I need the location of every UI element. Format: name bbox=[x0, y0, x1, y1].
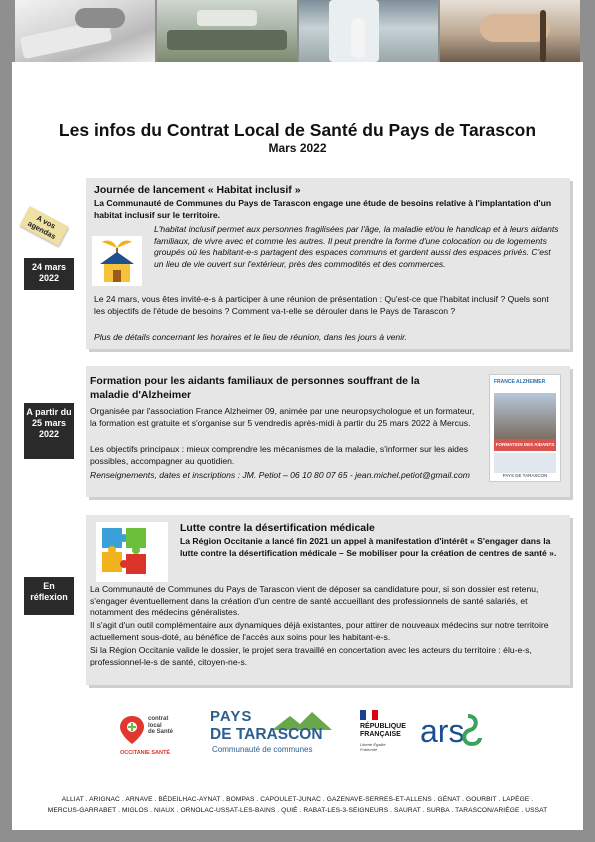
header-photo-strip bbox=[15, 0, 580, 62]
logo-contrat-local-sante bbox=[118, 714, 198, 764]
pays-line2: DE TARASCON bbox=[210, 726, 323, 743]
rf-line1: RÉPUBLIQUE bbox=[360, 723, 406, 730]
section-contact: Renseignements, dates et inscriptions : JM. Petiot – 06 10 80 07 65 - jean.michel.petiot@gmail.com bbox=[90, 470, 470, 480]
photo-keyboard-stethoscope bbox=[15, 0, 155, 62]
section-body: Organisée par l'association France Alzheimer 09, animée par une neuropsychologue et un formateur, la formation est gratuite et s'organise sur 5 vendredis après-midi à partir du 25 mars 2022 à Mercus. bbox=[90, 406, 475, 428]
section-italic-description: L'habitat inclusif permet aux personnes fragilisées par l'âge, la maladie et/ou le handicap et à leurs aidants familiaux, de vivre avec et comme les autres. Il peut prendre la forme d'une colocation ou de logements groupés où les habitant-e-s partagent des espaces communs et gardent aussi des espaces privés. C'est un lieu de vie ouvert sur l'extérieur, près des commodités et des commerces. bbox=[154, 224, 559, 269]
pays-line3: Communauté de communes bbox=[212, 745, 313, 754]
map-pin-icon bbox=[118, 714, 146, 746]
logo-republique-francaise bbox=[360, 710, 420, 766]
page-title: Les infos du Contrat Local de Santé du Pays de Tarascon bbox=[58, 120, 537, 140]
section-intro: La Communauté de Communes du Pays de Tarascon engage une étude de besoins relative à l'implantation d'un habitat inclusif sur le territoire. bbox=[94, 198, 552, 220]
photo-hands-cane bbox=[440, 0, 580, 62]
section-body-3: Si la Région Occitanie valide le dossier, le projet sera travaillé en concertation avec les acteurs du territoire : élu-e-s, professionnel-le-s de santé, citoyen-ne-s. bbox=[90, 645, 532, 667]
section-intro: La Région Occitanie a lancé fin 2021 un appel à manifestation d'intérêt « S'engager dans la lutte contre la désertification médicale – Se mobiliser pour la création de centres de santé ». bbox=[180, 536, 557, 558]
rf-motto: Liberté Égalité Fraternité bbox=[360, 742, 386, 752]
photo-window-person bbox=[299, 0, 439, 62]
cover-banner: FORMATION DES AIDANTS bbox=[494, 439, 556, 451]
cover-footer: PAYS DE TARASCON bbox=[502, 473, 548, 478]
ars-logo-icon bbox=[418, 710, 488, 756]
ars-letters: ars bbox=[420, 713, 465, 749]
house-icon bbox=[92, 236, 142, 286]
section-body-1: La Communauté de Communes du Pays de Tarascon vient de déposer sa candidature pour, si son dossier est retenu, s'engager éventuellement dans la création d'un centre de santé accueillant des professionnels de santé salariés, et notamment des médecins généralistes. bbox=[90, 584, 539, 618]
sticky-note-agendas: A vos agendas bbox=[19, 206, 68, 246]
section-title: Lutte contre la désertification médicale bbox=[180, 522, 375, 534]
pays-line1: PAYS bbox=[210, 708, 253, 725]
puzzle-icon bbox=[96, 522, 168, 582]
date-badge: A partir du 25 mars 2022 bbox=[24, 403, 74, 459]
photo-group-room bbox=[157, 0, 297, 62]
section-body: Le 24 mars, vous êtes invité-e-s à participer à une réunion de présentation : Qu'est-ce que l'habitat inclusif ? Quels sont les objectifs de l'étude de besoins ? Comment va-t-elle se dérouler dans le Pays de Tarascon ? bbox=[94, 294, 549, 316]
date-badge: 24 mars 2022 bbox=[24, 258, 74, 290]
cls-line2: local bbox=[148, 722, 162, 729]
section-objectives: Les objectifs principaux : mieux comprendre les mécanismes de la maladie, s'informer sur les aides possibles, accompagner au quotidien. bbox=[90, 444, 469, 466]
communes-list bbox=[12, 794, 583, 816]
communes-line1: ALLIAT . ARIGNAC . ARNAVE . BÉDEILHAC-AYNAT . BOMPAS . CAPOULET-JUNAC . GAZENAVE-SERRES-ET-ALLENS . GÉNAT . GOURBIT . LAPÈGE . bbox=[61, 796, 534, 803]
communes-line2: MERCUS-GARRABET . MIGLOS . NIAUX . ORNOLAC-USSAT-LES-BAINS . QUIÉ . RABAT-LES-3-SEIGNEURS . SAURAT . SURBA . TARASCON/ARIÈGE . USSAT bbox=[47, 807, 548, 814]
section-title: Formation pour les aidants familiaux de personnes souffrant de la maladie d'Alzheimer bbox=[90, 375, 420, 401]
partner-logos bbox=[14, 700, 581, 780]
section-footer-note: Plus de détails concernant les horaires et le lieu de réunion, dans les jours à venir. bbox=[94, 332, 408, 342]
brochure-cover-image bbox=[489, 374, 561, 482]
cover-brand: FRANCE ALZHEIMER bbox=[494, 379, 546, 385]
logo-pays-de-tarascon bbox=[210, 708, 340, 764]
marianne-flag-icon bbox=[360, 710, 378, 720]
rf-line2: FRANÇAISE bbox=[360, 731, 401, 738]
date-badge: En réflexion bbox=[24, 577, 74, 615]
logo-ars bbox=[418, 710, 488, 760]
section-title: Journée de lancement « Habitat inclusif » bbox=[94, 184, 301, 196]
section-body-2: Il s'agit d'un outil complémentaire aux dynamiques déjà existantes, pour attirer de nouveaux médecins sur notre territoire actuellement sous-doté, au bénéfice de l'accès aux soins pour les habitant-e-s. bbox=[90, 620, 549, 642]
page-subtitle: Mars 2022 bbox=[268, 141, 327, 155]
cls-region: OCCITANIE SANTÉ bbox=[120, 750, 171, 756]
cls-line3: de Santé bbox=[148, 729, 174, 735]
cls-line1: contrat bbox=[148, 716, 169, 722]
